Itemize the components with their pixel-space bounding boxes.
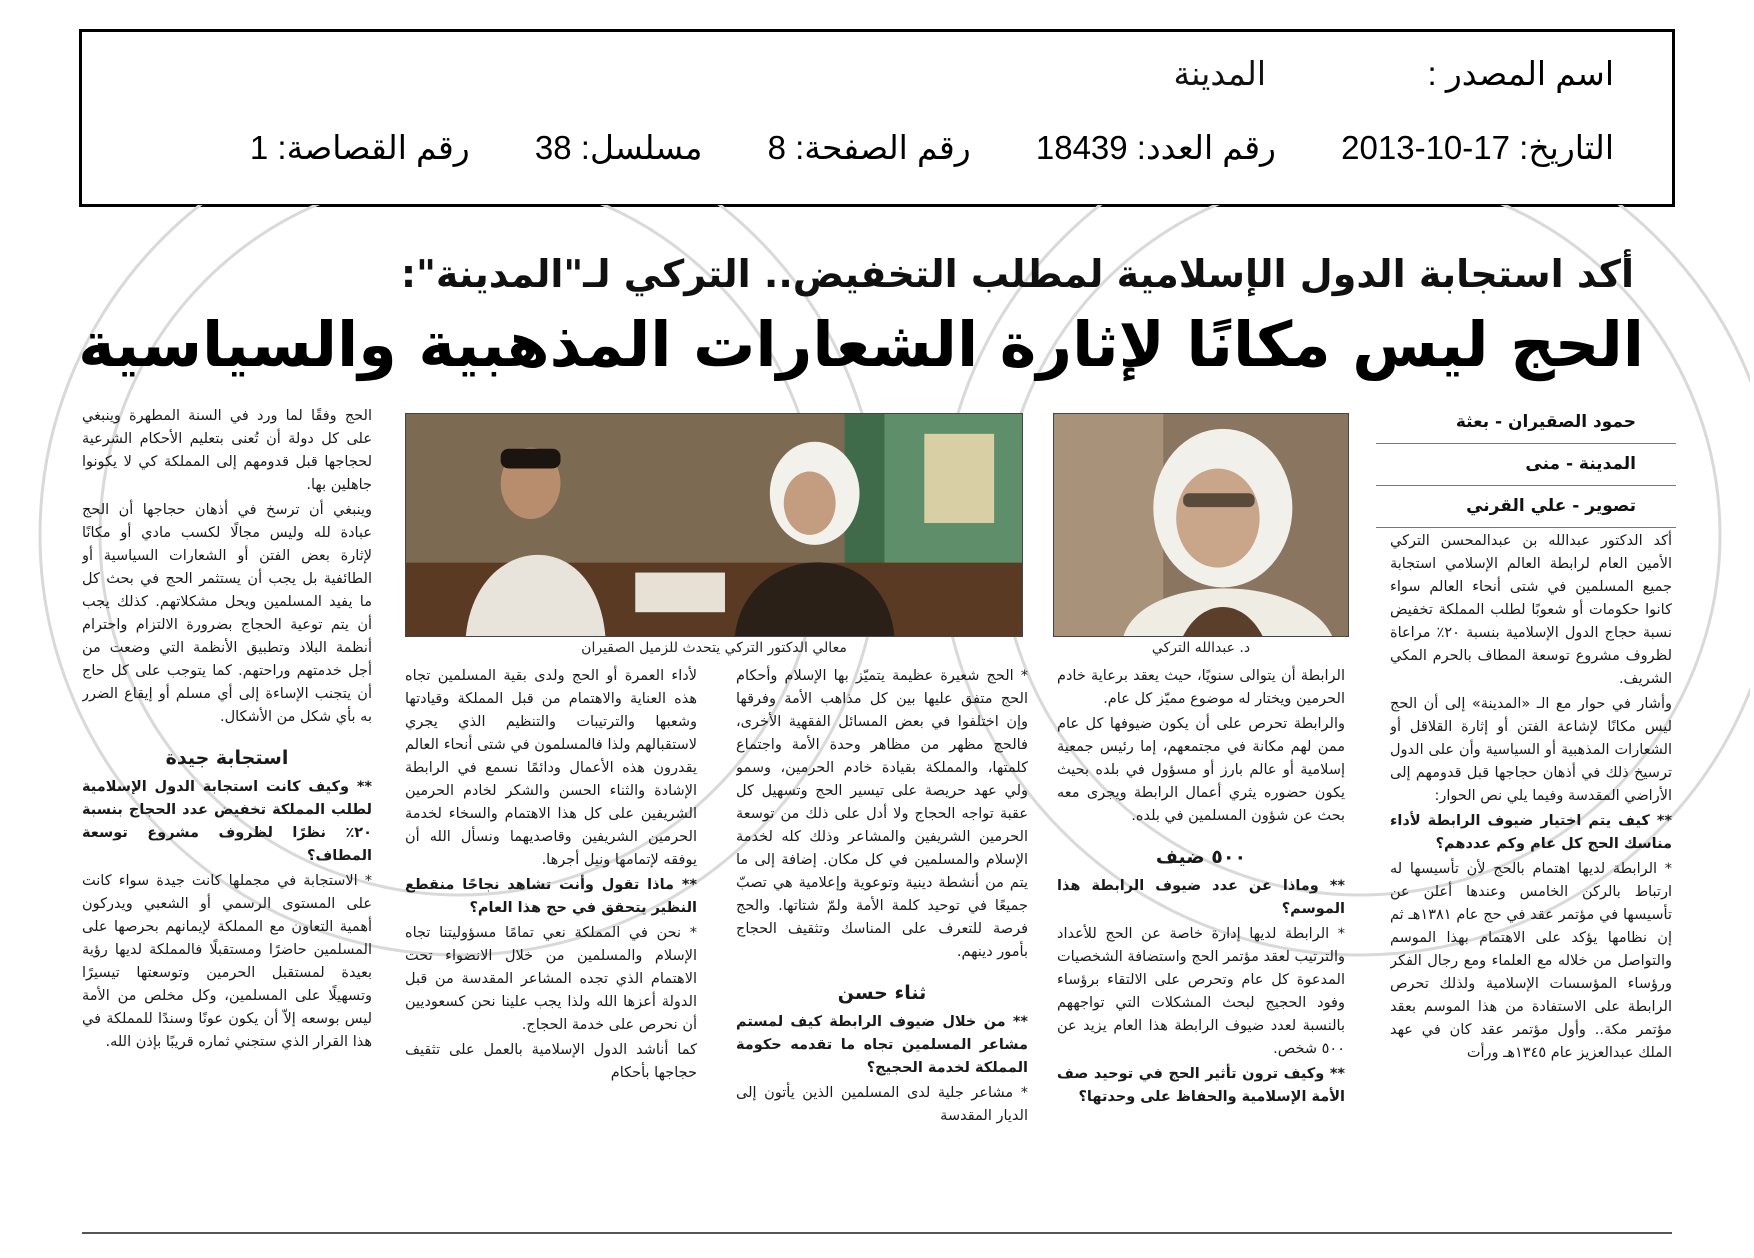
metadata-row — [250, 128, 1614, 167]
paragraph: وأشار في حوار مع الـ «المدينة» إلى أن الحج ليس مكانًا لإشاعة الفتن أو إثارة القلاقل أو الشعارات المذهبية أو السياسية وأن على الدول ترسيخ ذلك في أذهان حجاجها قبل قدومهم إلى الأراضي المقدسة وفيما يلي نص الحوار: — [1390, 696, 1672, 804]
article-column-5 — [82, 405, 372, 1230]
interview-answer: * مشاعر جلية لدى المسلمين الذين يأتون إلى الديار المقدسة — [736, 1085, 1028, 1124]
paragraph: أكد الدكتور عبدالله بن عبدالمحسن التركي الأمين العام لرابطة العالم الإسلامي استجابة جميع المسلمين في شتى أنحاء العالم سواء كانوا حكومات أو شعوبًا لطلب المملكة تخفيض نسبة حجاج الدول الإسلامية بنسبة ٢٠٪ مراعاة لظروف مشروع توسعة المطاف بالحرم المكي الشريف. — [1390, 533, 1672, 687]
article-headline: الحج ليس مكانًا لإثارة الشعارات المذهبية والسياسية — [78, 308, 1644, 381]
article-column-2 — [1057, 665, 1345, 1230]
byline-photographer: تصوير - علي القرني — [1376, 486, 1676, 528]
byline-reporter: حمود الصقيران - بعثة — [1376, 402, 1676, 444]
interview-question: ** وماذا عن عدد ضيوف الرابطة هذا الموسم؟ — [1057, 878, 1345, 917]
subheading: ٥٠٠ ضيف — [1155, 846, 1247, 868]
interview-question: ** ماذا تقول وأنت تشاهد نجاحًا منقطع النظير يتحقق في حج هذا العام؟ — [405, 877, 697, 916]
interview-answer: * نحن في المملكة نعي تمامًا مسؤوليتنا تجاه الإسلام والمسلمين من خلال الانضواء تحت الاهتمام الذي تجده المشاعر المقدسة من قبل الدولة أعزها الله ولذا يجب علينا نحن كسعوديين أن نحرص على خدمة الحجاج. — [405, 925, 697, 1033]
byline — [1376, 402, 1676, 528]
interview-question: ** كيف يتم اختيار ضيوف الرابطة لأداء مناسك الحج كل عام وكم عددهم؟ — [1390, 813, 1672, 852]
subheading: ثناء حسن — [837, 982, 927, 1004]
interview-answer: * الرابطة لديها اهتمام بالحج لأن تأسيسها له ارتباط بالركن الخامس وعندها أعلن عن تأسيسها في مؤتمر عقد في حج عام ١٣٨١هـ ثم إن نظامها يؤكد على الاهتمام بهذا الموسم والتواصل من خلاله مع العلماء ومع رجال الفكر ورؤساء المؤسسات الإسلامية ولذلك تحرص الرابطة على الاستفادة من هذا الموسم بعقد مؤتمر مكة.. وأول مؤتمر عقد كان في عهد الملك عبدالعزيز عام ١٣٤٥هـ ورأت — [1390, 861, 1672, 1061]
source-label: اسم المصدر : — [1427, 55, 1614, 92]
portrait-photo — [1053, 413, 1349, 637]
article-column-1 — [1390, 530, 1672, 1230]
clipping-metadata-box — [79, 29, 1675, 207]
bottom-divider — [82, 1232, 1672, 1234]
date-field: التاريخ: 17-10-2013 — [1341, 129, 1614, 166]
subheading: استجابة جيدة — [165, 747, 289, 769]
interview-question: ** وكيف ترون تأثير الحج في توحيد صف الأمة الإسلامية والحفاظ على وحدتها؟ — [1057, 1066, 1345, 1105]
paragraph: لأداء العمرة أو الحج ولدى بقية المسلمين تجاه هذه العناية والاهتمام من قبل المملكة وقيادتها وشعبها والترتيبات والتنظيم الذي يجري لاستقبالهم ولذا فالمسلمون في شتى أنحاء العالم يقدرون هذه الأعمال ودائمًا نسمع في الرابطة الإشادة والثناء الحسن والشكر لخادم الحرمين الشريفين على كل هذا الاهتمام والسخاء لخدمة الحرمين الشريفين وقاصديهما ونسأل الله أن يوفقه لإتمامها ونيل أجرها. — [405, 668, 697, 868]
clip-number: رقم القصاصة: 1 — [249, 129, 470, 166]
paragraph: وينبغي أن ترسخ في أذهان حجاجها أن الحج عبادة لله وليس مجالًا لكسب مادي أو مكانًا لإثارة بعض الفتن أو الشعارات السياسية أو الطائفية بل يجب أن يستثمر الحج في بحث كل ما يفيد المسلمين ويحل مشكلاتهم. كذلك يجب أن يتم توعية الحجاج بضرورة الالتزام واحترام أنظمة البلاد وتطبيق الأنظمة التي وضعت من أجل خدمتهم وراحتهم. كما يتوجب على كل حاج أن يتجنب الإساءة إلى أي مسلم أو إيقاع الضرر به بأي شكل من الأشكال. — [82, 502, 372, 725]
article-kicker: أكد استجابة الدول الإسلامية لمطلب التخفيض.. التركي لـ"المدينة": — [400, 252, 1634, 296]
source-value: المدينة — [1173, 55, 1266, 92]
issue-number: رقم العدد: 18439 — [1035, 129, 1276, 166]
interview-answer: * الحج شعيرة عظيمة يتميّز بها الإسلام وأحكام الحج متفق عليها بين كل مذاهب الأمة وفرقها وإن اختلفوا في بعض المسائل الفقهية الأخرى، فالحج مظهر من مظاهر وحدة الأمة واجتماع كلمتها، والمملكة بقيادة خادم الحرمين، وسمو ولي عهد حريصة على تيسير الحج وتسهيل كل عقبة تواجه الحجاج ولا أدل على ذلك من توسعة الحرمين الشريفين والمشاعر وذلك كله لخدمة الإسلام والمسلمين في كل مكان. إضافة إلى ما يتم من أنشطة دينية وتوعوية وإعلامية هي تصبّ جميعًا في توحيد كلمة الأمة ولمّ شتاتها. والحج فرصة للتعرف على المناسك وتثقيف الحجاج بأمور دينهم. — [736, 668, 1028, 960]
byline-location: المدينة - منى — [1376, 444, 1676, 486]
page-number: رقم الصفحة: 8 — [767, 129, 971, 166]
interview-answer: * الاستجابة في مجملها كانت جيدة سواء كانت على المستوى الرسمي أو الشعبي ويدركون أهمية التعاون مع المملكة لإيمانهم بحرصها على المسلمين حاضرًا ومستقبلًا فالمملكة لديها رؤية بعيدة لمستقبل الحرمين وتوسعتها تيسيرًا وتسهيلًا على المسلمين، وكل مخلص من الأمة ليس بوسعه إلاّ أن يكون عونًا وسندًا للمملكة في هذا القرار الذي ستجني ثماره قريبًا بإذن الله. — [82, 873, 372, 1050]
serial-number: مسلسل: 38 — [534, 129, 703, 166]
article-column-4 — [405, 665, 697, 1230]
interview-question: ** وكيف كانت استجابة الدول الإسلامية لطلب المملكة تخفيض عدد الحجاج بنسبة ٢٠٪ نظرًا لظروف مشروع توسعة المطاف؟ — [82, 779, 372, 864]
paragraph: كما أناشد الدول الإسلامية بالعمل على تثقيف حجاجها بأحكام — [405, 1042, 697, 1081]
interview-question: ** من خلال ضيوف الرابطة كيف لمستم مشاعر المسلمين تجاه ما تقدمه حكومة المملكة لخدمة الحجيج؟ — [736, 1014, 1028, 1076]
paragraph: الحج وفقًا لما ورد في السنة المطهرة وينبغي على كل دولة أن تُعنى بتعليم الأحكام الشرعية لحجاجها قبل قدومهم إلى المملكة كي لا يكونوا جاهلين بها. — [82, 408, 372, 493]
article-column-3 — [736, 665, 1028, 1230]
interview-answer: * الرابطة لديها إدارة خاصة عن الحج للأعداد والترتيب لعقد مؤتمر الحج واستضافة الشخصيات المدعوة كل عام وتحرص على الالتقاء برؤساء وفود الحجيج لبحث المشكلات التي تواجههم بالنسبة لعدد ضيوف الرابطة هذا العام يزيد عن ٥٠٠ شخص. — [1057, 926, 1345, 1057]
paragraph: والرابطة تحرص على أن يكون ضيوفها كل عام ممن لهم مكانة في مجتمعهم، إما رئيس جمعية إسلامية أو عالم بارز أو مسؤول في بلده بحيث يكون حضوره يثري أعمال الرابطة ويجرى معه بحث عن شؤون المسلمين في بلده. — [1057, 716, 1345, 824]
paragraph: الرابطة أن يتوالى سنويًا، حيث يعقد برعاية خادم الحرمين ويختار له موضوع مميّز كل عام. — [1057, 668, 1345, 707]
interview-caption: معالي الدكتور التركي يتحدث للزميل الصقيران — [581, 640, 847, 656]
portrait-caption: د. عبدالله التركي — [1151, 640, 1251, 656]
interview-photo — [405, 413, 1023, 637]
